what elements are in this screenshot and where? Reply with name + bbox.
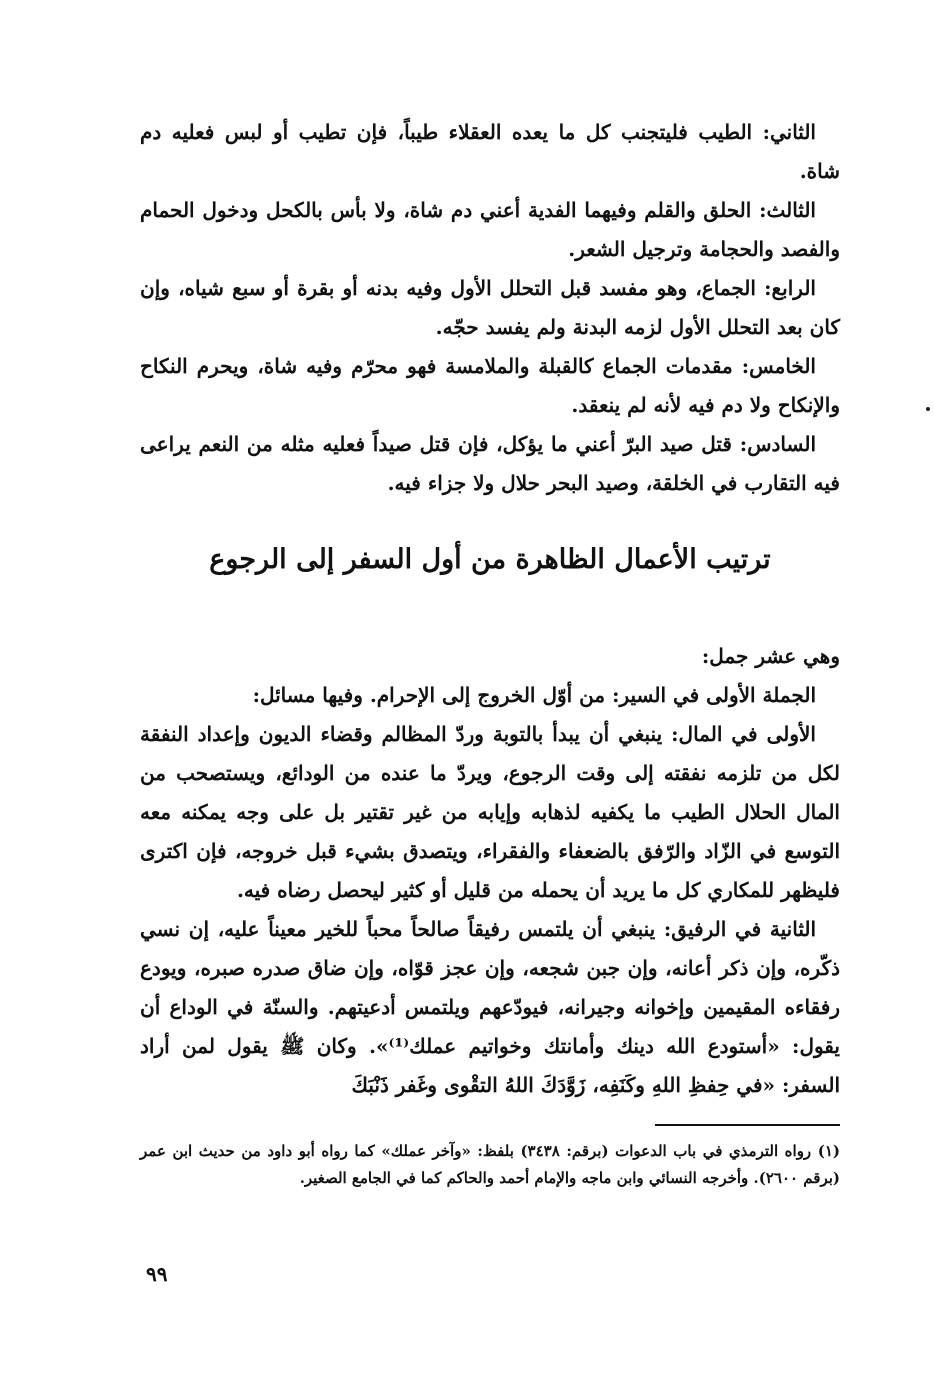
paragraph-fifth xyxy=(140,347,840,425)
paragraph-text: ينبغي أن يبدأ بالتوبة وردّ المظالم وقضاء الديون وإعداد النفقة لكل من تلزمه نفقته إلى وقت الرجوع، ويردّ ما عنده من الودائع، ويستصحب من المال الحلال الطيب ما يكفيه لذهابه وإيابه من غير تقتير بل على وجه يمكنه معه التوسع في الزّاد والرّفق بالضعفاء والفقراء، ويتصدق بشيء قبل خروجه، فإن اكترى فليظهر للمكاري كل ما يريد أن يحمله من قليل أو كثير ليحصل رضاه فيه. xyxy=(140,722,840,902)
paragraph-lead: الثاني: xyxy=(762,120,816,144)
paragraph-money xyxy=(140,715,840,910)
lower-text-block xyxy=(140,637,840,1105)
paragraph-text: الطيب فليتجنب كل ما يعده العقلاء طيباً، فإن تطيب أو لبس فعليه دم شاة. xyxy=(140,120,840,183)
paragraph-lead: الخامس: xyxy=(741,354,816,378)
paragraph-text: قتل صيد البرّ أعني ما يؤكل، فإن قتل صيداً فعليه مثله من النعم يراعى فيه التقارب في الخلقة، وصيد البحر حلال ولا جزاء فيه. xyxy=(140,432,840,495)
paragraph-lead: الثالث: xyxy=(759,198,816,222)
paragraph-lead: الجملة الأولى في السير: xyxy=(612,683,816,707)
footnote-separator xyxy=(655,1124,840,1126)
top-text-block xyxy=(140,113,840,503)
page-number: ٩٩ xyxy=(146,1262,168,1286)
paragraph-text: مقدمات الجماع كالقبلة والملامسة فهو محرّم وفيه شاة، ويحرم النكاح والإنكاح ولا دم فيه لأنه لم ينعقد. xyxy=(140,354,840,417)
paragraph-text: الحلق والقلم وفيهما الفدية أعني دم شاة، ولا بأس بالكحل ودخول الحمام والفصد والحجامة وترجيل الشعر. xyxy=(140,198,840,261)
paragraph-text: من أوّل الخروج إلى الإحرام. وفيها مسائل: xyxy=(252,683,606,707)
paragraph-first-group xyxy=(140,676,840,715)
paragraph-text: ينبغي أن يلتمس رفيقاً صالحاً محباً للخير معيناً عليه، إن نسي ذكّره، وإن ذكر أعانه، وإن جبن شجعه، وإن عجز قوّاه، وإن ضاق صدره صبره، ويودع رفقاءه المقيمين وإخوانه وجيرانه، فيودّعهم ويلتمس أدعيتهم. والسنّة في الوداع أن يقول: «أستودع الله دينك وأمانتك وخواتيم عملك⁽¹⁾». وكان ﷺ يقول لمن أراد السفر: «في حِفظِ اللهِ وكَنَفِه، زَوَّدَكَ اللهُ التقْوى وغَفر ذَنْبَكَ xyxy=(140,917,840,1097)
paragraph-text: الجماع، وهو مفسد قبل التحلل الأول وفيه بدنه أو بقرة أو سبع شياه، وإن كان بعد التحلل الأول لزمه البدنة ولم يفسد حجّه. xyxy=(140,276,840,339)
paragraph-lead: الرابع: xyxy=(764,276,816,300)
paragraph-fourth xyxy=(140,269,840,347)
margin-dot xyxy=(926,407,930,411)
paragraph-second xyxy=(140,113,840,191)
paragraph-sixth xyxy=(140,425,840,503)
paragraph-companion xyxy=(140,910,840,1105)
footnotes xyxy=(140,1138,840,1192)
paragraph-third xyxy=(140,191,840,269)
intro-line: وهي عشر جمل: xyxy=(701,644,840,668)
section-heading: ترتيب الأعمال الظاهرة من أول السفر إلى الرجوع xyxy=(209,544,771,575)
footnote: (١) رواه الترمذي في باب الدعوات (برقم: ٣٤٣٨) بلفظ: «وآخر عملك» كما رواه أبو داود من حديث ابن عمر (برقم ٢٦٠٠). وأخرجه النسائي وابن ماجه والإمام أحمد والحاكم كما في الجامع الصغير. xyxy=(140,1142,841,1187)
paragraph-lead: الثانية في الرفيق: xyxy=(663,917,817,941)
paragraph-lead: الأولى في المال: xyxy=(671,722,816,746)
paragraph-lead: السادس: xyxy=(739,432,817,456)
